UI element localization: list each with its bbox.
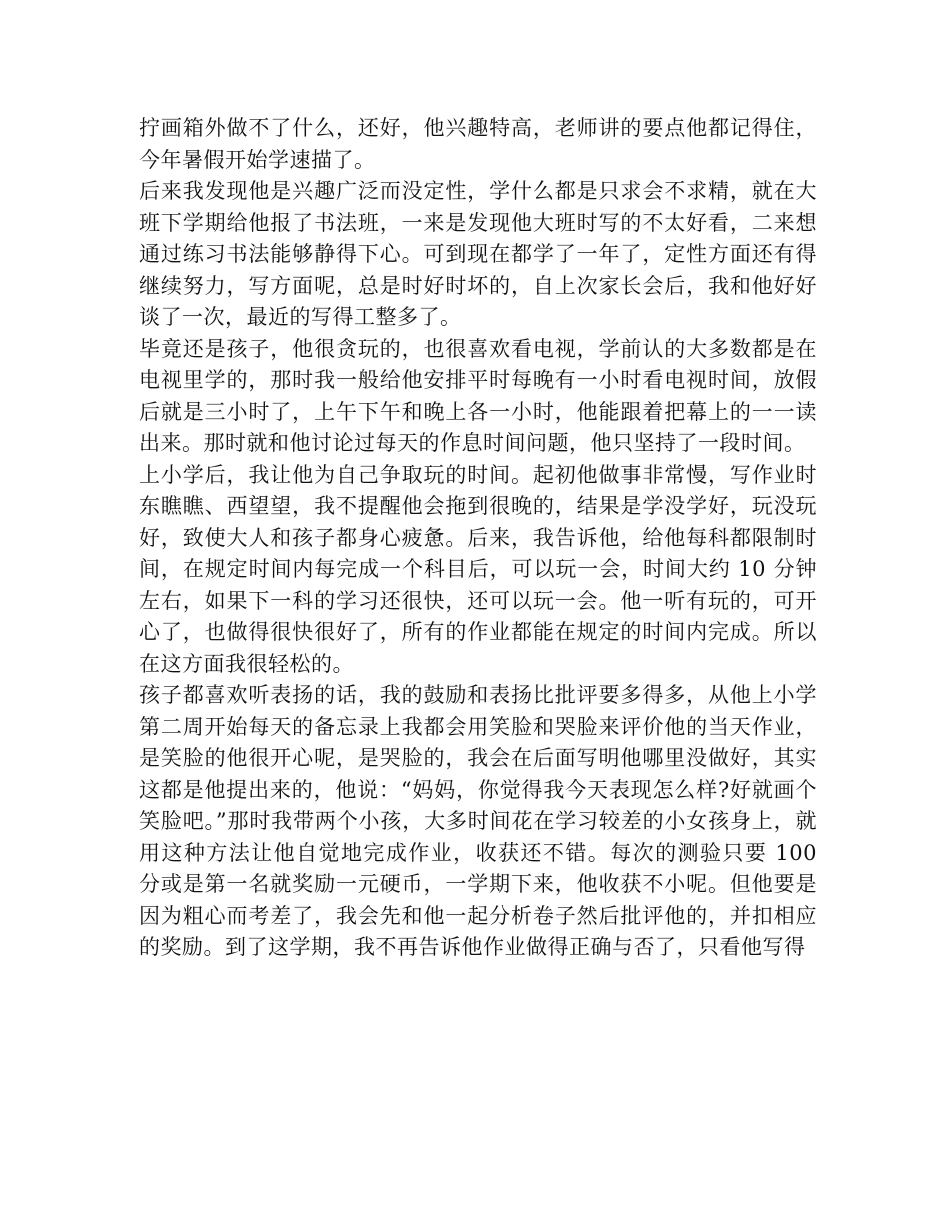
paragraph-3: 毕竟还是孩子，他很贪玩的，也很喜欢看电视，学前认的大多数都是在电视里学的，那时我一般给他安排平时每晚有一小时看电视时间，放假后就是三小时了，上午下午和晚上各一小时，他能跟着把幕上的一一读出来。那时就和他讨论过每天的作息时间问题，他只坚持了一段时间。: [139, 336, 817, 455]
paragraph-1: 拧画箱外做不了什么，还好，他兴趣特高，老师讲的要点他都记得住，今年暑假开始学速描了。: [139, 116, 817, 172]
document-body: [139, 113, 817, 964]
paragraph-5: 孩子都喜欢听表扬的话，我的鼓励和表扬比批评要多得多，从他上小学第二周开始每天的备忘录上我都会用笑脸和哭脸来评价他的当天作业，是笑脸的他很开心呢，是哭脸的，我会在后面写明他哪里没做好，其实这都是他提出来的，他说：“妈妈，你觉得我今天表现怎么样?好就画个笑脸吧。”那时我带两个小孩，大多时间花在学习较差的小女孩身上，就用这种方法让他自觉地完成作业，收获还不错。每次的测验只要 100 分或是第一名就奖励一元硬币，一学期下来，他收获不小呢。但他要是因为粗心而考差了，我会先和他一起分析卷子然后批评他的，并扣相应的奖励。到了这学期，我不再告诉他作业做得正确与否了，只看他写得: [139, 683, 817, 959]
paragraph-2: 后来我发现他是兴趣广泛而没定性，学什么都是只求会不求精，就在大班下学期给他报了书法班，一来是发现他大班时写的不太好看，二来想通过练习书法能够静得下心。可到现在都学了一年了，定性方面还有得继续努力，写方面呢，总是时好时坏的，自上次家长会后，我和他好好谈了一次，最近的写得工整多了。: [139, 179, 817, 329]
paragraph-4: 上小学后，我让他为自己争取玩的时间。起初他做事非常慢，写作业时东瞧瞧、西望望，我不提醒他会拖到很晚的，结果是学没学好，玩没玩好，致使大人和孩子都身心疲惫。后来，我告诉他，给他每科都限制时间，在规定时间内每完成一个科目后，可以玩一会，时间大约 10 分钟左右，如果下一科的学习还很快，还可以玩一会。他一听有玩的，可开心了，也做得很快很好了，所有的作业都能在规定的时间内完成。所以在这方面我很轻松的。: [139, 462, 817, 676]
